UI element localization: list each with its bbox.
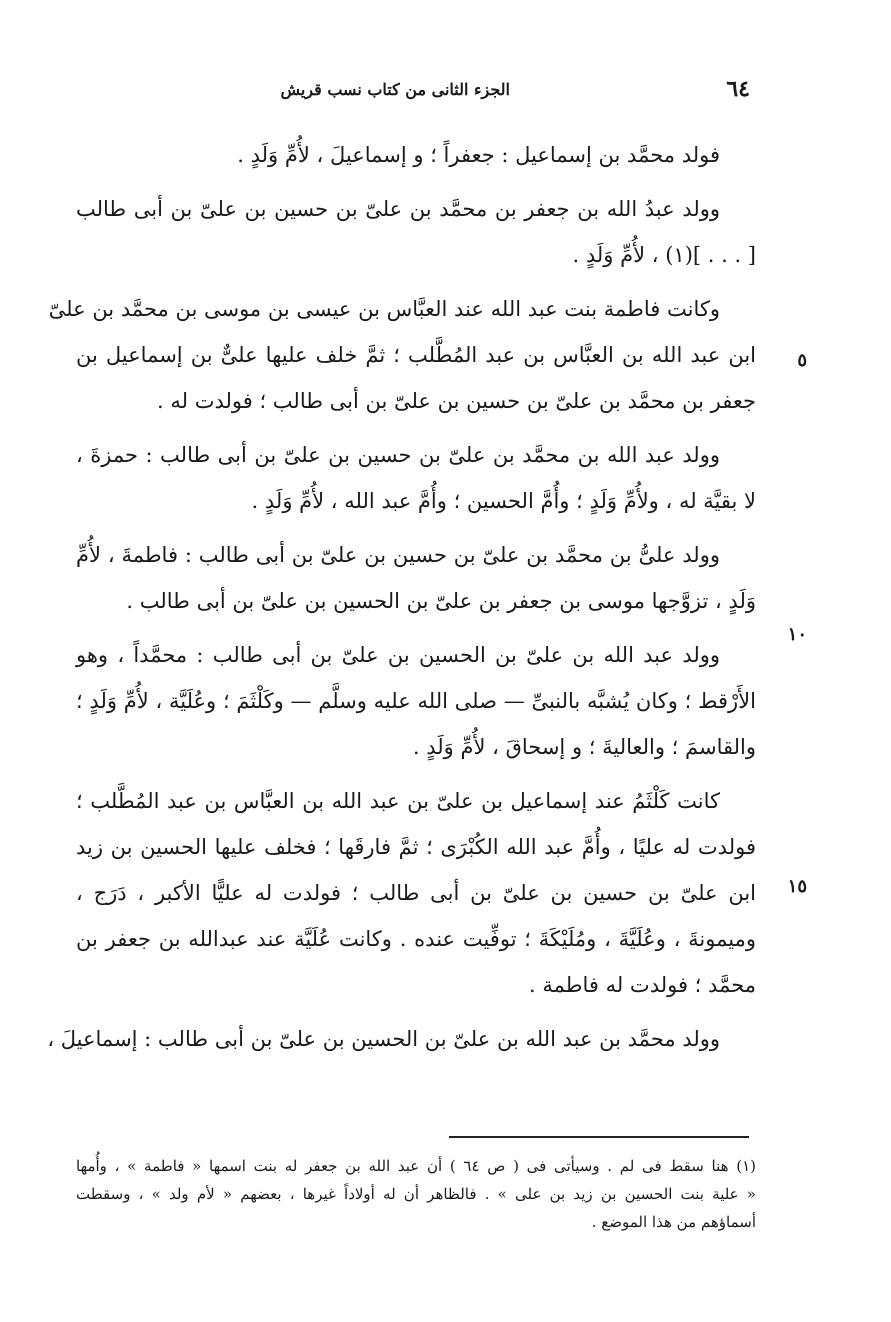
footnote-line: « علية بنت الحسين بن زيد بن على » . فالظاهر أن له أولاداً غيرها ، بعضهم « لأم ولد » ، وسقطت xyxy=(76,1185,756,1203)
text-line: جعفر بن محمَّد بن علىّ بن حسين بن علىّ بن أبى طالب ؛ فولدت له . xyxy=(157,389,756,413)
page-header xyxy=(80,76,750,106)
text-line: فولدت له عليًا ، وأُمَّ عبد الله الكُبْرَى ؛ ثمَّ فارقَها ؛ فخلف عليها الحسين بن زيد xyxy=(76,835,756,859)
text-line: وَلَدٍ ، تزوَّجها موسى بن جعفر بن علىّ بن الحسين بن علىّ بن أبى طالب . xyxy=(126,589,756,613)
text-line: ابن علىّ بن حسين بن علىّ بن أبى طالب ؛ فولدت له عليًّا الأكبر ، دَرَج ، xyxy=(76,881,756,905)
text-line: وولد عبد الله بن محمَّد بن علىّ بن حسين بن علىّ بن أبى طالب : حمزةَ ، xyxy=(76,443,720,467)
paragraph-6 xyxy=(76,632,756,770)
paragraph-7 xyxy=(76,778,756,1008)
text-line: وكانت فاطمة بنت عبد الله عند العبَّاس بن عيسى بن موسى بن محمَّد بن علىّ xyxy=(48,297,720,321)
paragraph-3 xyxy=(48,286,756,424)
running-title: الجزء الثانى من كتاب نسب قريش xyxy=(280,80,510,99)
text-line: الأَرْقط ؛ وكان يُشبَّه بالنبىِّ — صلى الله عليه وسلَّم — وكَلْثَمَ ؛ وعُلَيَّة ، لأُمِّ وَلَدٍ ؛ xyxy=(76,689,756,713)
footnote-divider xyxy=(449,1136,749,1138)
text-line: لا بقيَّة له ، ولأُمِّ وَلَدٍ ؛ وأُمَّ الحسين ؛ وأُمَّ عبد الله ، لأُمِّ وَلَدٍ . xyxy=(251,489,756,513)
paragraph-8 xyxy=(47,1016,756,1062)
paragraph-1 xyxy=(76,132,756,178)
text-line: فولد محمَّد بن إسماعيل : جعفراً ؛ و إسماعيلَ ، لأُمِّ وَلَدٍ . xyxy=(237,143,720,167)
main-text xyxy=(47,132,756,1070)
paragraph-5 xyxy=(76,532,756,624)
footnote-line: (١) هنا سقط فى لم . وسيأتى فى ( ص ٦٤ ) أن عبد الله بن جعفر له بنت اسمها « فاطمة » ، وأُمها xyxy=(76,1157,756,1175)
text-line: وولد محمَّد بن عبد الله بن علىّ بن الحسين بن علىّ بن أبى طالب : إسماعيلَ ، xyxy=(47,1027,720,1051)
text-line: محمَّد ؛ فولدت له فاطمة . xyxy=(529,973,756,997)
paragraph-4 xyxy=(76,432,756,524)
text-line: والقاسمَ ؛ والعاليةَ ؛ و إسحاقَ ، لأُمِّ وَلَدٍ . xyxy=(412,735,756,759)
footnote-line: أسماؤهم من هذا الموضع . xyxy=(591,1213,756,1231)
text-line: كانت كَلْثَمُ عند إسماعيل بن علىّ بن عبد الله بن العبَّاس بن عبد المُطَّلب ؛ xyxy=(76,789,720,813)
paragraph-2 xyxy=(76,186,756,278)
text-line: وميمونةَ ، وعُلَيَّةَ ، ومُلَيْكَةَ ؛ توفِّيت عنده . وكانت عُلَيَّة عند عبدالله بن جعفر بن xyxy=(76,927,756,951)
line-number-15: ١٥ xyxy=(787,876,807,897)
text-line: وولد عبدُ الله بن جعفر بن محمَّد بن علىّ بن حسين بن علىّ بن أبى طالب xyxy=(76,197,720,221)
text-line: وولد علىُّ بن محمَّد بن علىّ بن حسين بن علىّ بن أبى طالب : فاطمةَ ، لأُمِّ xyxy=(76,543,720,567)
page-number: ٦٤ xyxy=(726,76,750,102)
text-line: [ . . . ](١) ، لأُمِّ وَلَدٍ . xyxy=(572,243,756,267)
text-line: وولد عبد الله بن علىّ بن الحسين بن علىّ بن أبى طالب : محمَّداً ، وهو xyxy=(76,643,720,667)
text-line: ابن عبد الله بن العبَّاس بن عبد المُطَّلب ؛ ثمَّ خلف عليها علىٌّ بن إسماعيل بن xyxy=(76,343,756,367)
line-number-5: ٥ xyxy=(797,350,807,371)
line-number-10: ١٠ xyxy=(787,624,807,645)
footnote xyxy=(76,1152,756,1236)
